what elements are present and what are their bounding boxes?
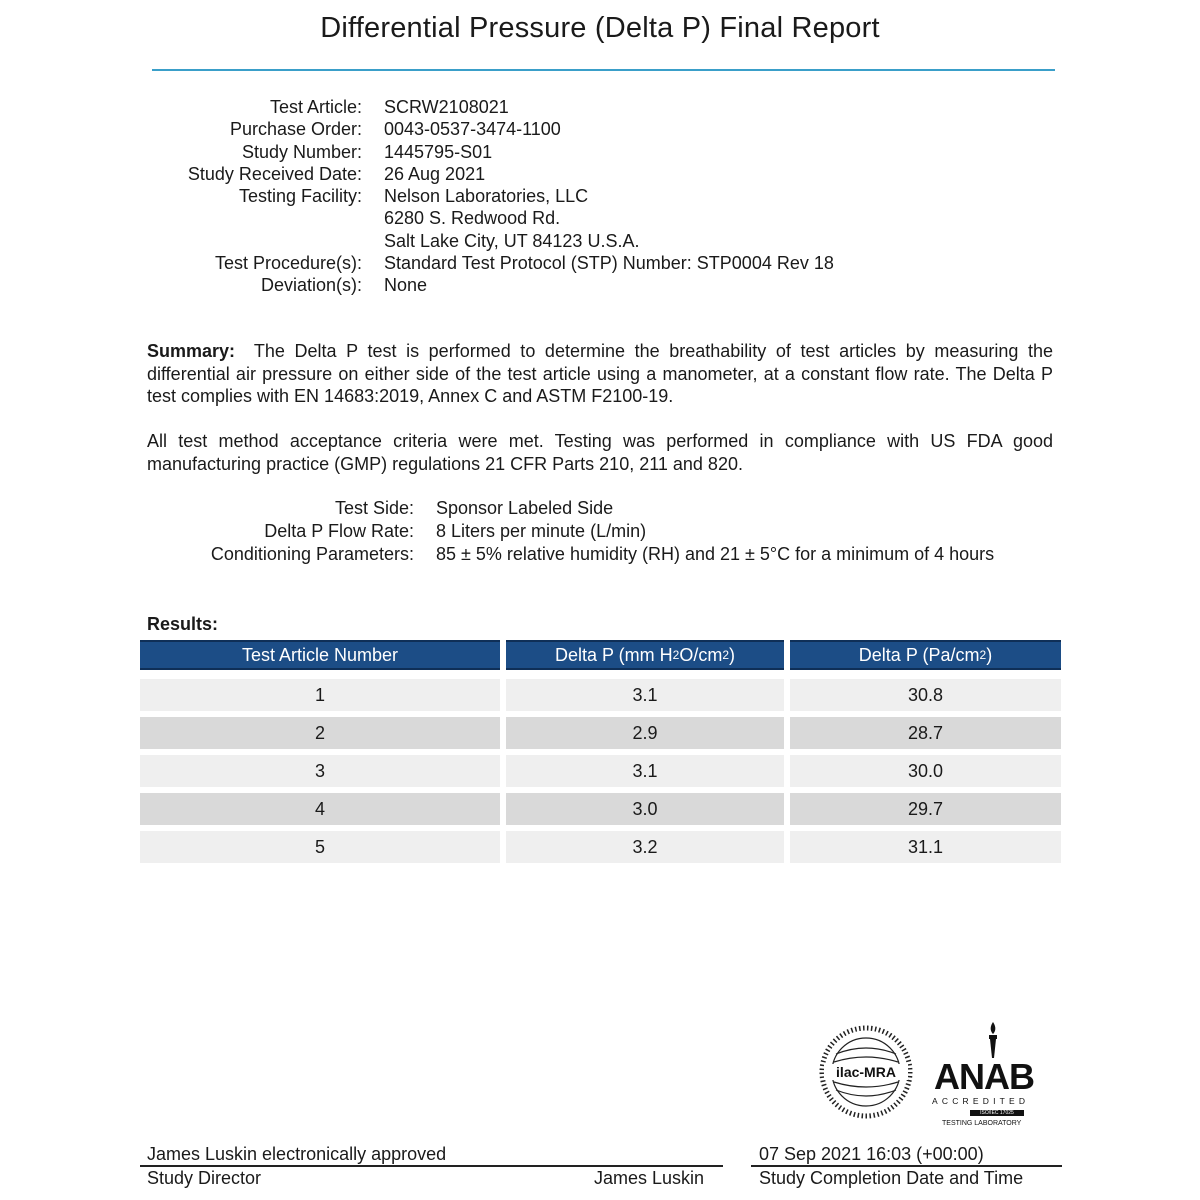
summary-text: The Delta P test is performed to determine the breathability of test articles by measuring the differential air pressure on either side of the test article using a manometer, at a constant flow rate. The Delta P test complies with EN 14683:2019, Annex C and ASTM F2100-19. — [147, 341, 1053, 406]
cell-delta-p-pa: 30.0 — [790, 755, 1061, 787]
info-value: 6280 S. Redwood Rd. — [384, 208, 561, 229]
table-row — [140, 828, 1061, 866]
gmp-paragraph: All test method acceptance criteria were met. Testing was performed in compliance with US FDA good manufacturing practice (GMP) regulations 21 CFR Parts 210, 211 and 820. — [147, 431, 1053, 474]
anab-iso-text: ISO/IEC 17025 — [980, 1110, 1014, 1116]
cell-article-number: 5 — [140, 831, 500, 863]
cell-delta-p-mm: 3.1 — [506, 679, 784, 711]
cell-delta-p-pa: 29.7 — [790, 793, 1061, 825]
cell-delta-p-mm: 3.0 — [506, 793, 784, 825]
cell-delta-p-mm: 3.2 — [506, 831, 784, 863]
param-label: Conditioning Parameters: — [210, 544, 414, 564]
cell-article-number: 4 — [140, 793, 500, 825]
param-label: Delta P Flow Rate: — [264, 521, 414, 541]
info-value: 26 Aug 2021 — [384, 163, 486, 184]
results-heading: Results: — [147, 614, 219, 634]
results-table — [140, 640, 1061, 866]
info-value: 1445795-S01 — [384, 141, 493, 162]
cell-delta-p-pa: 31.1 — [790, 831, 1061, 863]
title-divider — [152, 69, 1055, 71]
info-label: Test Procedure(s): — [214, 253, 362, 274]
anab-text: ANAB — [934, 1056, 1034, 1097]
ilac-mra-logo-icon — [818, 1024, 914, 1120]
info-value: 0043-0537-3474-1100 — [384, 119, 561, 140]
info-value: Nelson Laboratories, LLC — [384, 186, 589, 207]
cell-article-number: 2 — [140, 717, 500, 749]
anab-accredited: ACCREDITED — [932, 1096, 1030, 1106]
param-value: 8 Liters per minute (L/min) — [436, 521, 647, 541]
info-label: Testing Facility: — [238, 186, 362, 207]
cell-delta-p-mm: 3.1 — [506, 755, 784, 787]
table-row — [140, 752, 1061, 790]
summary-label: Summary: — [147, 341, 236, 361]
header-test-article-number: Test Article Number — [140, 640, 500, 670]
info-value: Standard Test Protocol (STP) Number: STP0004 Rev 18 — [384, 253, 834, 274]
info-value: Salt Lake City, UT 84123 U.S.A. — [384, 230, 640, 251]
info-value: SCRW2108021 — [384, 97, 509, 117]
info-label: Test Article: — [269, 97, 362, 117]
ilac-text: ilac-MRA — [836, 1064, 896, 1080]
completion-date-label: Study Completion Date and Time — [759, 1168, 1024, 1188]
anab-testing-laboratory: TESTING LABORATORY — [942, 1120, 1022, 1127]
page-title: Differential Pressure (Delta P) Final Report — [320, 12, 880, 44]
table-header — [140, 640, 1061, 670]
header-subscript: 2 — [672, 648, 680, 662]
study-director-name: James Luskin — [594, 1168, 705, 1188]
summary-paragraph — [147, 340, 1053, 408]
info-value: None — [384, 275, 428, 296]
table-row — [140, 790, 1061, 828]
param-value: 85 ± 5% relative humidity (RH) and 21 ± 5°C for a minimum of 4 hours — [436, 544, 995, 564]
header-superscript: 2 — [979, 648, 987, 662]
date-line — [751, 1165, 1062, 1167]
table-row — [140, 714, 1061, 752]
header-text: O/cm — [679, 644, 723, 665]
signature-line — [140, 1165, 723, 1167]
header-delta-p-mm — [506, 640, 784, 670]
completion-date: 07 Sep 2021 16:03 (+00:00) — [759, 1144, 984, 1164]
header-delta-p-pa — [790, 640, 1061, 670]
header-superscript: 2 — [722, 648, 730, 662]
info-label: Study Received Date: — [187, 163, 362, 184]
cell-article-number: 3 — [140, 755, 500, 787]
info-label: Deviation(s): — [260, 275, 362, 296]
study-director-label: Study Director — [147, 1168, 262, 1188]
header-text: Delta P (Pa/cm — [858, 644, 980, 665]
cell-delta-p-pa: 28.7 — [790, 717, 1061, 749]
anab-logo — [928, 1020, 1050, 1127]
param-label: Test Side: — [334, 498, 414, 518]
cell-delta-p-pa: 30.8 — [790, 679, 1061, 711]
param-value: Sponsor Labeled Side — [436, 498, 614, 518]
torch-icon — [982, 1020, 1004, 1060]
anab-iso-badge — [970, 1110, 1024, 1116]
cell-delta-p-mm: 2.9 — [506, 717, 784, 749]
cell-article-number: 1 — [140, 679, 500, 711]
header-text: ) — [729, 644, 736, 665]
info-label: Study Number: — [241, 141, 362, 162]
approval-statement: James Luskin electronically approved — [147, 1144, 447, 1164]
header-text: Delta P (mm H — [554, 644, 673, 665]
accreditation-logos — [816, 1020, 1056, 1127]
table-row — [140, 676, 1061, 714]
header-text: ) — [986, 644, 993, 665]
info-label: Purchase Order: — [229, 119, 362, 140]
